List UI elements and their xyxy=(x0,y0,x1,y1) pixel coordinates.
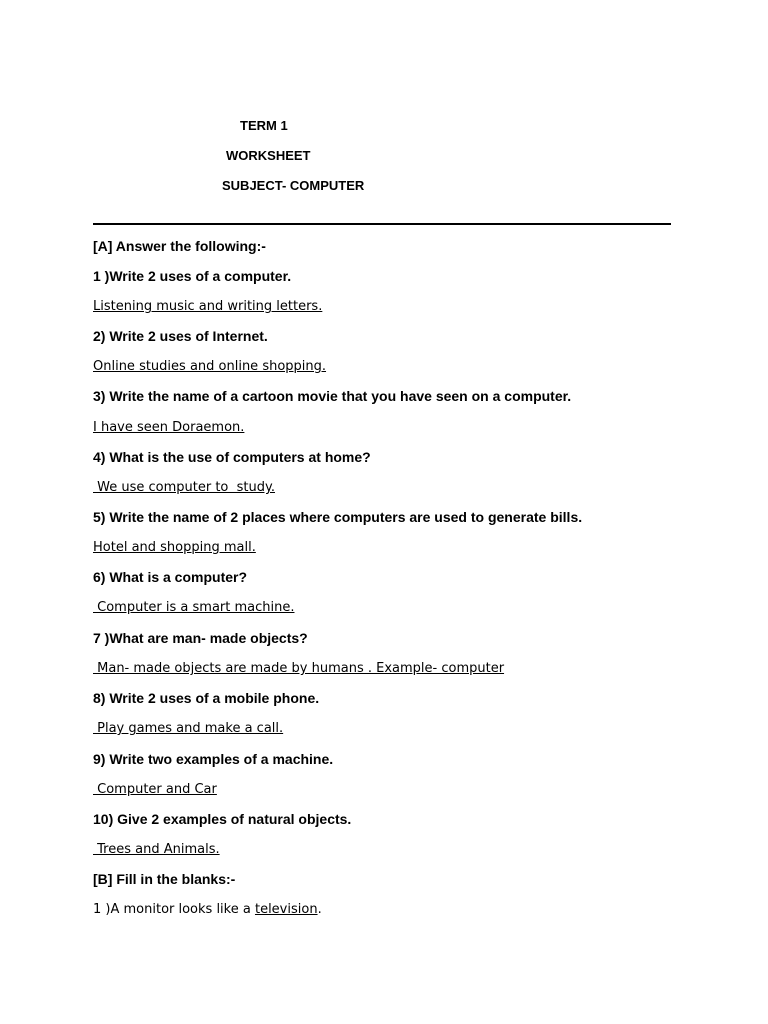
answer-1: Listening music and writing letters. xyxy=(93,299,323,314)
answer-6: Computer is a smart machine. xyxy=(93,600,295,615)
question-9: 9) Write two examples of a machine. xyxy=(93,751,334,767)
worksheet-heading: WORKSHEET xyxy=(226,148,311,163)
question-1: 1 )Write 2 uses of a computer. xyxy=(93,268,292,284)
question-5: 5) Write the name of 2 places where computers are used to generate bills. xyxy=(93,509,583,525)
question-10: 10) Give 2 examples of natural objects. xyxy=(93,811,352,827)
answer-3: I have seen Doraemon. xyxy=(93,420,245,435)
question-6: 6) What is a computer? xyxy=(93,569,248,585)
section-a-heading: [A] Answer the following:- xyxy=(93,238,266,254)
fill-blank-1-prefix: 1 )A monitor looks like a xyxy=(93,902,255,917)
question-8: 8) Write 2 uses of a mobile phone. xyxy=(93,690,320,706)
answer-9: Computer and Car xyxy=(93,782,217,797)
question-3: 3) Write the name of a cartoon movie that you have seen on a computer. xyxy=(93,388,572,404)
question-2: 2) Write 2 uses of Internet. xyxy=(93,328,268,344)
answer-5: Hotel and shopping mall. xyxy=(93,540,256,555)
section-b-heading: [B] Fill in the blanks:- xyxy=(93,871,236,887)
term-heading: TERM 1 xyxy=(240,118,288,133)
answer-4: We use computer to study. xyxy=(93,480,275,495)
header-divider xyxy=(93,223,671,225)
answer-10: Trees and Animals. xyxy=(93,842,220,857)
answer-8: Play games and make a call. xyxy=(93,721,284,736)
answer-2: Online studies and online shopping. xyxy=(93,359,327,374)
question-4: 4) What is the use of computers at home? xyxy=(93,449,371,465)
fill-blank-1-answer: television xyxy=(254,902,318,917)
fill-blank-1-suffix: . xyxy=(317,902,322,917)
answer-7: Man- made objects are made by humans . Example- computer xyxy=(93,661,505,676)
fill-blank-1 xyxy=(93,902,322,917)
question-7: 7 )What are man- made objects? xyxy=(93,630,308,646)
subject-heading: SUBJECT- COMPUTER xyxy=(222,178,365,193)
